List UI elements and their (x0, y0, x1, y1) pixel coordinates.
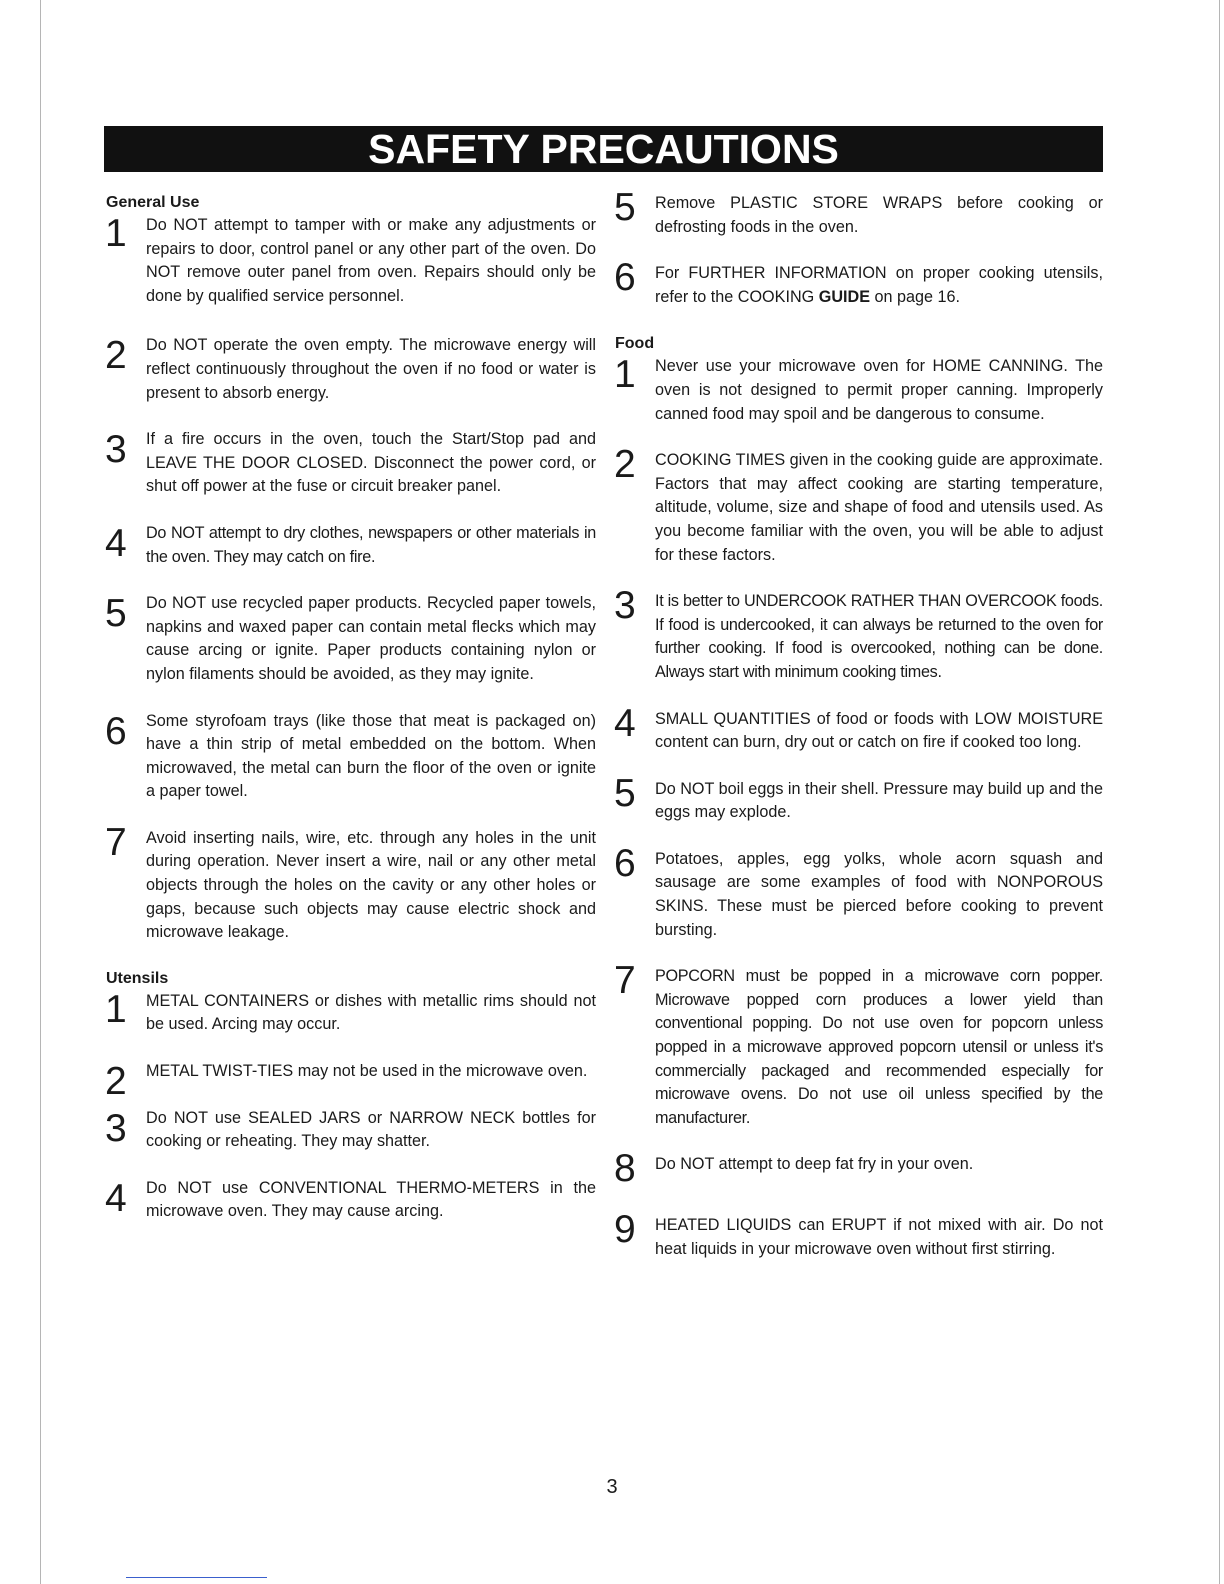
item-number: 9 (614, 1208, 636, 1251)
item-text: HEATED LIQUIDS can ERUPT if not mixed with air. Do not heat liquids in your microwave oven without first stirring. (655, 1216, 1103, 1258)
list-item (105, 820, 596, 945)
item-number: 5 (614, 771, 636, 815)
item-text: If a fire occurs in the oven, touch the Start/Stop pad and LEAVE THE DOOR CLOSED. Disconnect the power cord, or shut off power at the fuse or circuit breaker panel. (146, 430, 596, 496)
section-heading-food: Food (615, 335, 655, 353)
item-text: Do NOT use SEALED JARS or NARROW NECK bottles for cooking or reheating. They may shatter. (146, 1108, 596, 1151)
item-number: 6 (614, 841, 636, 885)
item-text: Do NOT use recycled paper products. Recycled paper towels, napkins and waxed paper can contain metal flecks which may cause arcing or ignite. Paper products containing nylon or nylon filaments should be avoided, as they may ignite. (146, 594, 596, 683)
item-number: 3 (105, 428, 127, 472)
item-text: Do NOT attempt to deep fat fry in your oven. (655, 1155, 974, 1174)
item-number: 1 (614, 353, 636, 397)
list-item (106, 592, 596, 686)
list-item (614, 771, 1103, 825)
item-text: Remove PLASTIC STORE WRAPS before cooking or defrosting foods in the oven. (655, 194, 1103, 236)
page-number: 3 (606, 1476, 618, 1498)
list-item (106, 214, 596, 308)
item-text: Avoid inserting nails, wire, etc. through any holes in the unit during operation. Never insert a wire, nail or any other metal objects through the holes on the cavity or any other holes or gaps, because such objects may cause electric shock and microwave leakage. (146, 828, 596, 942)
item-text: SMALL QUANTITIES of food or foods with LOW MOISTURE content can burn, dry out or catch on fire if cooked too long. (655, 709, 1103, 752)
list-item (615, 355, 1103, 426)
section-heading-general-use: General Use (106, 194, 200, 211)
page-title: SAFETY PRECAUTIONS (104, 126, 1103, 172)
page-border-left (40, 0, 41, 1584)
list-item (614, 701, 1103, 755)
item-text: COOKING TIMES given in the cooking guide are approximate. Factors that may affect cooking are starting temperature, altitude, volume, size and shape of food and utensils used. As you become familiar with the oven, you will be able to adjust for these factors. (655, 451, 1103, 564)
item-number: 3 (614, 584, 636, 628)
list-item (105, 987, 596, 1037)
bottom-link-underline (126, 1577, 267, 1578)
list-item (614, 584, 1103, 684)
item-number: 6 (614, 256, 636, 300)
list-item (106, 710, 596, 804)
page-border-right (1219, 0, 1220, 1584)
item-text: Do NOT operate the oven empty. The microwave energy will reflect continuously throughout the oven if no food or water is present to absorb energy. (146, 336, 596, 402)
item-text: Never use your microwave oven for HOME CANNING. The oven is not designed to permit proper canning. Improperly canned food may spoil and be dangerous to consume. (655, 357, 1103, 423)
item-text: Do NOT boil eggs in their shell. Pressure may build up and the eggs may explode. (655, 779, 1103, 822)
item-number: 2 (614, 443, 636, 487)
list-item (614, 1147, 1103, 1191)
list-item (614, 186, 1103, 239)
item-number: 7 (614, 959, 636, 1003)
list-item (105, 1060, 596, 1104)
list-item (106, 1107, 596, 1154)
right-column (614, 186, 1103, 1284)
list-item (106, 334, 596, 405)
item-number: 3 (105, 1106, 127, 1150)
list-item (614, 841, 1103, 942)
item-number: 4 (614, 701, 636, 745)
item-text-part: For FURTHER INFORMATION on proper cooking utensils, refer to the COOKING (655, 264, 1103, 306)
item-number: 5 (105, 592, 127, 636)
item-number: 5 (614, 186, 636, 229)
item-text: Some styrofoam trays (like those that meat is packaged on) have a thin strip of metal embedded on the bottom. When microwaved, the metal can burn the floor of the oven or ignite a paper towel. (146, 711, 596, 801)
item-number: 8 (614, 1147, 636, 1191)
item-text: POPCORN must be popped in a microwave corn popper. Microwave popped corn produces a lower yield than conventional popping. Do not use oven for popcorn unless popped in a microwave approved popcorn utensil or unless it's commercially packaged and recommended especially for microwave ovens. Do not use oil unless specified by the manufacturer. (655, 967, 1103, 1127)
item-text: METAL CONTAINERS or dishes with metallic rims should not be used. Arcing may occur. (146, 991, 596, 1034)
item-number: 4 (105, 1176, 127, 1220)
item-number: 6 (105, 709, 127, 753)
section-heading-utensils: Utensils (106, 969, 169, 987)
item-text: It is better to UNDERCOOK RATHER THAN OVERCOOK foods. If food is undercooked, it can always be returned to the oven for further cooking. If food is overcooked, nothing can be done. Always start with minimum cooking times. (655, 592, 1103, 681)
item-text-part: on page 16. (870, 287, 961, 306)
item-text: Do NOT attempt to tamper with or make any adjustments or repairs to door, control panel or any other part of the oven. Do NOT remove outer panel from oven. Repairs should only be done by qualified service personnel. (146, 216, 596, 305)
list-item (614, 443, 1103, 567)
item-number: 1 (105, 987, 127, 1031)
item-number: 2 (105, 334, 127, 378)
list-item (614, 1208, 1103, 1261)
item-text: Do NOT use CONVENTIONAL THERMO-METERS in the microwave oven. They may cause arcing. (146, 1178, 596, 1221)
item-text: METAL TWIST-TIES may not be used in the microwave oven. (146, 1062, 588, 1081)
list-item (614, 959, 1103, 1130)
item-number: 2 (105, 1060, 127, 1104)
list-item (106, 428, 596, 499)
item-number: 1 (105, 212, 127, 255)
list-item (106, 522, 596, 569)
item-text: Potatoes, apples, egg yolks, whole acorn squash and sausage are some examples of food with NONPOROUS SKINS. These must be pierced before cooking to prevent bursting. (655, 849, 1103, 939)
list-item (614, 256, 1103, 309)
item-text: Do NOT attempt to dry clothes, newspapers or other materials in the oven. They may catch on fire. (146, 523, 596, 566)
item-text-bold: GUIDE (818, 287, 871, 306)
list-item (106, 1177, 596, 1224)
left-column (106, 192, 596, 1247)
item-number: 7 (105, 820, 127, 864)
item-number: 4 (105, 521, 127, 565)
item-text (655, 262, 1103, 309)
